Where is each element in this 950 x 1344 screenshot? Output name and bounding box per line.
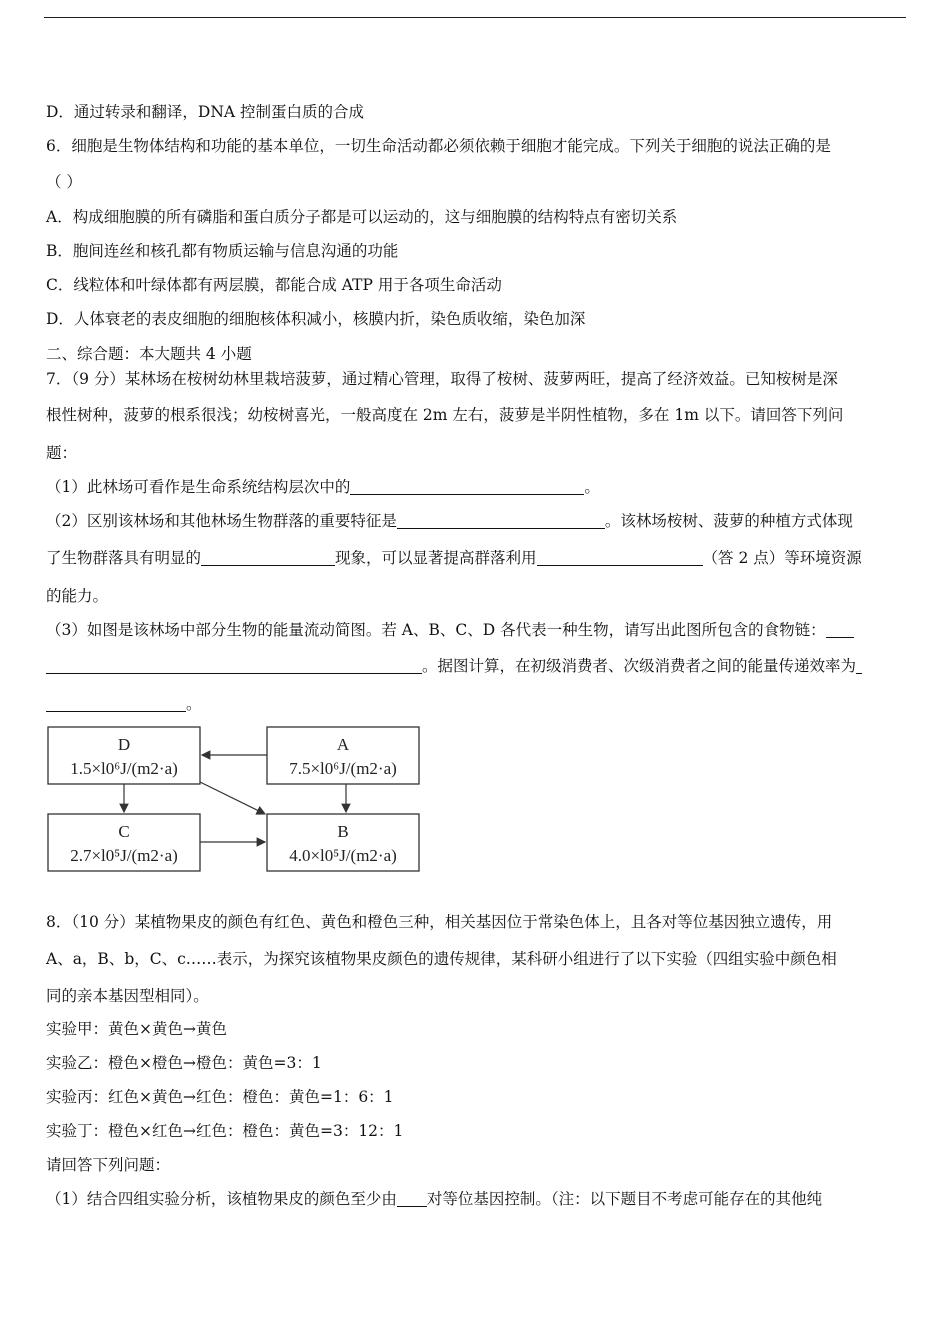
q8-sub1-text-b: 对等位基因控制。（注：以下题目不考虑可能存在的其他纯 [426, 1190, 823, 1208]
q8-stem-line1: 8．（10 分）某植物果皮的颜色有红色、黄色和橙色三种，相关基因位于常染色体上，且各对等位基因独立遗传，用 [46, 913, 833, 931]
q6-option-d: D．人体衰老的表皮细胞的细胞核体积减小，核膜内折，染色质收缩，染色加深 [46, 310, 586, 328]
q7-sub2-text-b: 。该林场桉树、菠萝的种植方式体现 [604, 512, 853, 530]
answer-blank[interactable] [856, 657, 862, 674]
energy-flow-diagram [40, 720, 430, 880]
q8-stem-line2: A、a，B、b，C、c……表示，为探究该植物果皮颜色的遗传规律，某科研小组进行了以下实验（四组实验中颜色相 [46, 950, 837, 968]
box-b-value: 4.0×l0⁵J/(m2·a) [289, 846, 397, 865]
q7-stem-line1: 7．（9 分）某林场在桉树幼林里栽培菠萝，通过精心管理，取得了桉树、菠萝两旺，提高了经济效益。已知桉树是深 [46, 370, 838, 388]
q8-prompt: 请回答下列问题： [46, 1156, 171, 1174]
q6-option-a: A．构成细胞膜的所有磷脂和蛋白质分子都是可以运动的，这与细胞膜的结构特点有密切关系 [46, 208, 678, 226]
box-d [48, 727, 200, 784]
q7-sub1 [46, 477, 906, 497]
q7-sub2-line1 [46, 511, 906, 531]
q7-sub2-line2 [46, 548, 906, 568]
box-c [48, 814, 200, 871]
q7-sub1-end: 。 [584, 478, 600, 496]
q7-sub2-text-c: 了生物群落具有明显的 [46, 549, 202, 567]
box-b [267, 814, 419, 871]
q7-sub3-line1 [46, 620, 906, 640]
answer-blank[interactable] [350, 478, 584, 495]
q7-sub2-line3: 的能力。 [46, 587, 109, 605]
q7-sub3-text: （3）如图是该林场中部分生物的能量流动简图。若 A、B、C、D 各代表一种生物，请写出此图所包含的食物链： [46, 621, 826, 639]
answer-blank[interactable] [397, 512, 605, 529]
box-a-value: 7.5×l0⁶J/(m2·a) [289, 759, 397, 778]
box-d-value: 1.5×l0⁶J/(m2·a) [70, 759, 178, 778]
box-a-label: A [336, 735, 350, 754]
experiment-3: 实验丙：红色×黄色→红色：橙色：黄色=1：6：1 [46, 1088, 394, 1106]
arrow-d-to-b [200, 782, 265, 814]
q7-sub2-text: （2）区别该林场和其他林场生物群落的重要特征是 [46, 512, 397, 530]
q6-stem-line1: 6．细胞是生物体结构和功能的基本单位，一切生命活动都必须依赖于细胞才能完成。下列关于细胞的说法正确的是 [46, 137, 831, 155]
answer-blank[interactable] [826, 621, 854, 638]
q6-option-b: B．胞间连丝和核孔都有物质运输与信息沟通的功能 [46, 242, 399, 260]
header-rule [44, 17, 906, 18]
box-a [267, 727, 419, 784]
q7-sub2-text-e: （答 2 点）等环境资源 [702, 549, 862, 567]
q8-sub1-text: （1）结合四组实验分析，该植物果皮的颜色至少由 [46, 1190, 397, 1208]
q7-sub3-text-b: 。据图计算，在初级消费者、次级消费者之间的能量传递效率为 [422, 657, 857, 675]
box-b-label: B [337, 822, 349, 841]
box-c-label: C [118, 822, 130, 841]
section-heading: 二、综合题：本大题共 4 小题 [46, 345, 252, 363]
answer-blank[interactable] [397, 1190, 427, 1207]
experiment-4: 实验丁：橙色×红色→红色：橙色：黄色=3：12：1 [46, 1122, 404, 1140]
box-d-label: D [117, 735, 131, 754]
q7-sub3-end: 。 [186, 695, 202, 713]
q8-sub1 [46, 1189, 906, 1209]
answer-blank[interactable] [46, 695, 186, 712]
answer-blank[interactable] [201, 549, 335, 566]
answer-blank[interactable] [537, 549, 703, 566]
box-c-value: 2.7×l0⁵J/(m2·a) [70, 846, 178, 865]
answer-blank[interactable] [46, 657, 422, 674]
q7-stem-line2: 根性树种，菠萝的根系很浅；幼桉树喜光，一般高度在 2m 左右，菠萝是半阴性植物，多在 1m 以下。请回答下列问 [46, 406, 844, 424]
q7-sub3-line2 [46, 656, 906, 676]
experiment-2: 实验乙：橙色×橙色→橙色：黄色=3：1 [46, 1054, 322, 1072]
q6-stem-line2: （ ） [46, 173, 82, 191]
q7-stem-line3: 题： [46, 444, 78, 462]
experiment-1: 实验甲：黄色×黄色→黄色 [46, 1020, 227, 1038]
q7-sub3-line3 [46, 694, 906, 714]
q8-stem-line3: 同的亲本基因型相同）。 [46, 987, 209, 1005]
q7-sub2-text-d: 现象，可以显著提高群落利用 [335, 549, 537, 567]
q6-option-c: C．线粒体和叶绿体都有两层膜，都能合成 ATP 用于各项生命活动 [46, 276, 502, 294]
q7-sub1-text: （1）此林场可看作是生命系统结构层次中的 [46, 478, 351, 496]
q5-option-d: D．通过转录和翻译，DNA 控制蛋白质的合成 [46, 103, 365, 121]
